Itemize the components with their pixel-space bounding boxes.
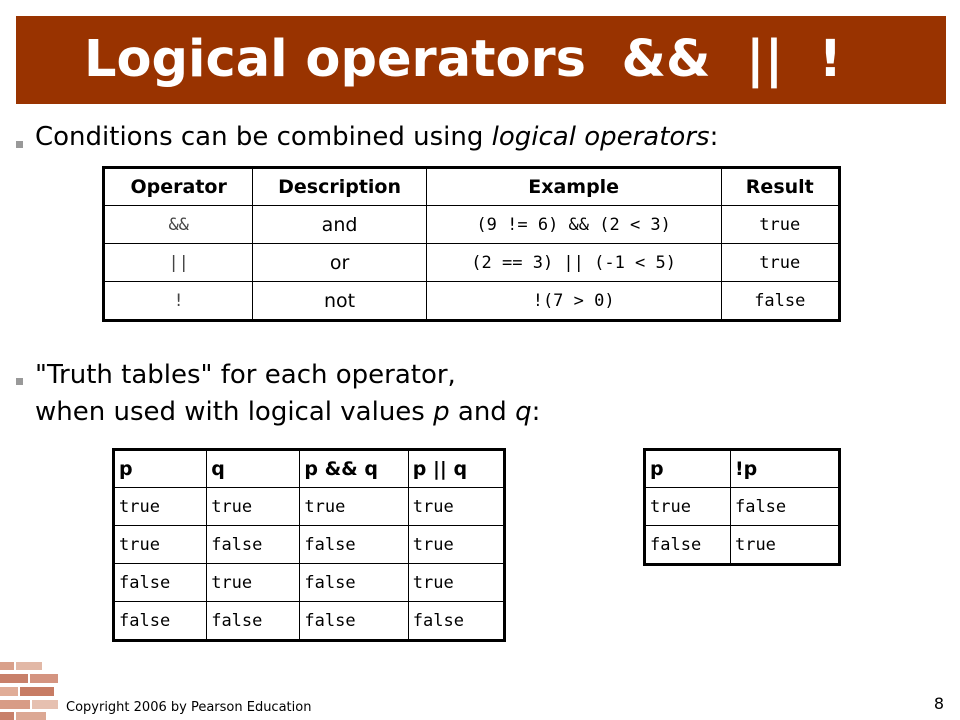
table-row xyxy=(104,244,840,282)
bullet-marker xyxy=(16,378,23,385)
bullet-truth-tables-line1: "Truth tables" for each operator, xyxy=(35,360,456,390)
cell: true xyxy=(730,526,839,565)
header-example: Example xyxy=(426,168,721,206)
page-number: 8 xyxy=(933,694,944,713)
result-cell: false xyxy=(721,282,839,321)
operators-table xyxy=(102,166,841,322)
cell: true xyxy=(645,488,731,526)
table-row xyxy=(114,526,505,564)
cell: true xyxy=(408,564,504,602)
header-not-p: !p xyxy=(730,450,839,488)
truth-table xyxy=(112,448,506,642)
result-cell: true xyxy=(721,244,839,282)
table-row xyxy=(114,488,505,526)
table-row xyxy=(645,488,840,526)
cell: true xyxy=(408,488,504,526)
header-p: p xyxy=(114,450,207,488)
example-cell: !(7 > 0) xyxy=(426,282,721,321)
example-cell: (2 == 3) || (-1 < 5) xyxy=(426,244,721,282)
result-cell: true xyxy=(721,206,839,244)
cell: false xyxy=(207,602,300,641)
table-row xyxy=(645,526,840,565)
cell: true xyxy=(114,526,207,564)
italic-q: q xyxy=(515,397,532,427)
cell: false xyxy=(114,602,207,641)
operator-cell: || xyxy=(104,244,253,282)
table-row xyxy=(104,206,840,244)
operators-header-row xyxy=(104,168,840,206)
bullet-truth-tables-line2 xyxy=(35,395,540,429)
bullet-conditions-colon: : xyxy=(709,122,719,152)
bullet-marker xyxy=(16,141,23,148)
cell: true xyxy=(114,488,207,526)
operator-cell: && xyxy=(104,206,253,244)
cell: false xyxy=(300,526,408,564)
not-header-row xyxy=(645,450,840,488)
header-p-and-q: p && q xyxy=(300,450,408,488)
bullet-conditions xyxy=(35,120,718,154)
line2-colon: : xyxy=(531,397,541,427)
cell: false xyxy=(114,564,207,602)
bullet-conditions-italic: logical operators xyxy=(491,122,710,152)
cell: false xyxy=(300,602,408,641)
cell: false xyxy=(645,526,731,565)
description-cell: and xyxy=(253,206,426,244)
header-q: q xyxy=(207,450,300,488)
header-description: Description xyxy=(253,168,426,206)
cell: false xyxy=(207,526,300,564)
cell: false xyxy=(730,488,839,526)
title-bar xyxy=(16,16,946,104)
table-row xyxy=(114,602,505,641)
italic-p: p xyxy=(433,397,450,427)
line2-text: when used with logical values xyxy=(35,397,434,427)
table-row xyxy=(104,282,840,321)
header-p: p xyxy=(645,450,731,488)
cell: true xyxy=(207,564,300,602)
bullet-conditions-text: Conditions can be combined using xyxy=(35,122,492,152)
header-p-or-q: p || q xyxy=(408,450,504,488)
truth-header-row xyxy=(114,450,505,488)
table-row xyxy=(114,564,505,602)
cell: true xyxy=(207,488,300,526)
operator-cell: ! xyxy=(104,282,253,321)
slide-title: Logical operators && || ! xyxy=(84,30,843,89)
header-result: Result xyxy=(721,168,839,206)
copyright-text: Copyright 2006 by Pearson Education xyxy=(66,700,312,715)
not-truth-table xyxy=(643,448,841,566)
cell: true xyxy=(408,526,504,564)
header-operator: Operator xyxy=(104,168,253,206)
description-cell: not xyxy=(253,282,426,321)
cell: false xyxy=(300,564,408,602)
line2-and: and xyxy=(449,397,516,427)
description-cell: or xyxy=(253,244,426,282)
cell: false xyxy=(408,602,504,641)
cell: true xyxy=(300,488,408,526)
brick-wall-decoration xyxy=(0,660,60,720)
example-cell: (9 != 6) && (2 < 3) xyxy=(426,206,721,244)
